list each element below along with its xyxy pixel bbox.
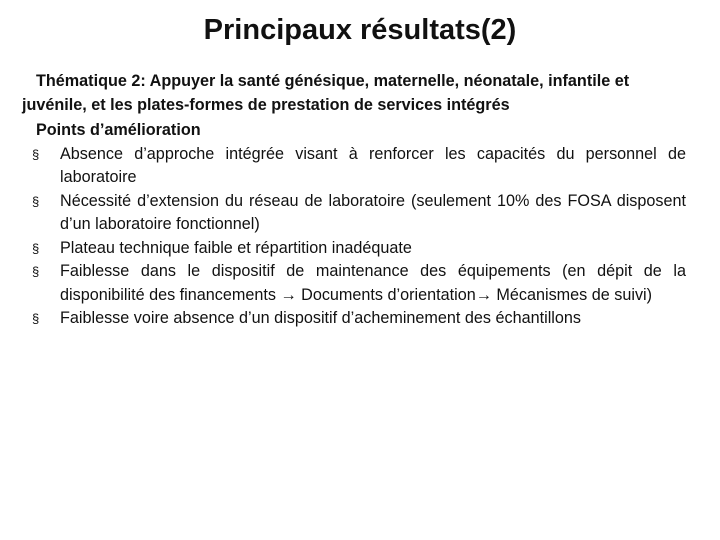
slide-title: Principaux résultats(2)	[203, 14, 517, 46]
bullet-icon: §	[32, 311, 40, 326]
list-item-text: Plateau technique faible et répartition inadéquate	[60, 238, 412, 257]
bullet-icon: §	[32, 146, 40, 162]
bullet-icon: §	[32, 240, 40, 256]
list-item-text: Nécessité d’extension du réseau de laboratoire (seulement 10% des FOSA disposent d’un laboratoire fonctionnel)	[60, 191, 686, 233]
list-item	[22, 237, 686, 261]
theme-heading: Thématique 2: Appuyer la santé génésique, maternelle, néonatale, infantile et juvénile, et les plates-formes de prestation de services intégrés	[22, 72, 630, 114]
bullet-icon: §	[32, 264, 40, 279]
list-item	[22, 307, 686, 331]
list-item	[22, 260, 686, 307]
bullet-icon: §	[32, 193, 40, 209]
improvement-points-heading: Points d’amélioration	[36, 121, 201, 139]
list-item	[22, 190, 686, 237]
list-item-text: Absence d’approche intégrée visant à renforcer les capacités du personnel de laboratoire	[60, 144, 686, 186]
improvement-points-list	[22, 143, 686, 331]
list-item	[22, 143, 686, 190]
list-item-text: Faiblesse voire absence d’un dispositif d’acheminement des échantillons	[60, 309, 581, 327]
list-item-text: Faiblesse dans le dispositif de maintenance des équipements (en dépit de la disponibilité des financements → Documents d’orientation→ Mécanismes de suivi)	[60, 262, 686, 304]
slide-content	[22, 70, 686, 331]
